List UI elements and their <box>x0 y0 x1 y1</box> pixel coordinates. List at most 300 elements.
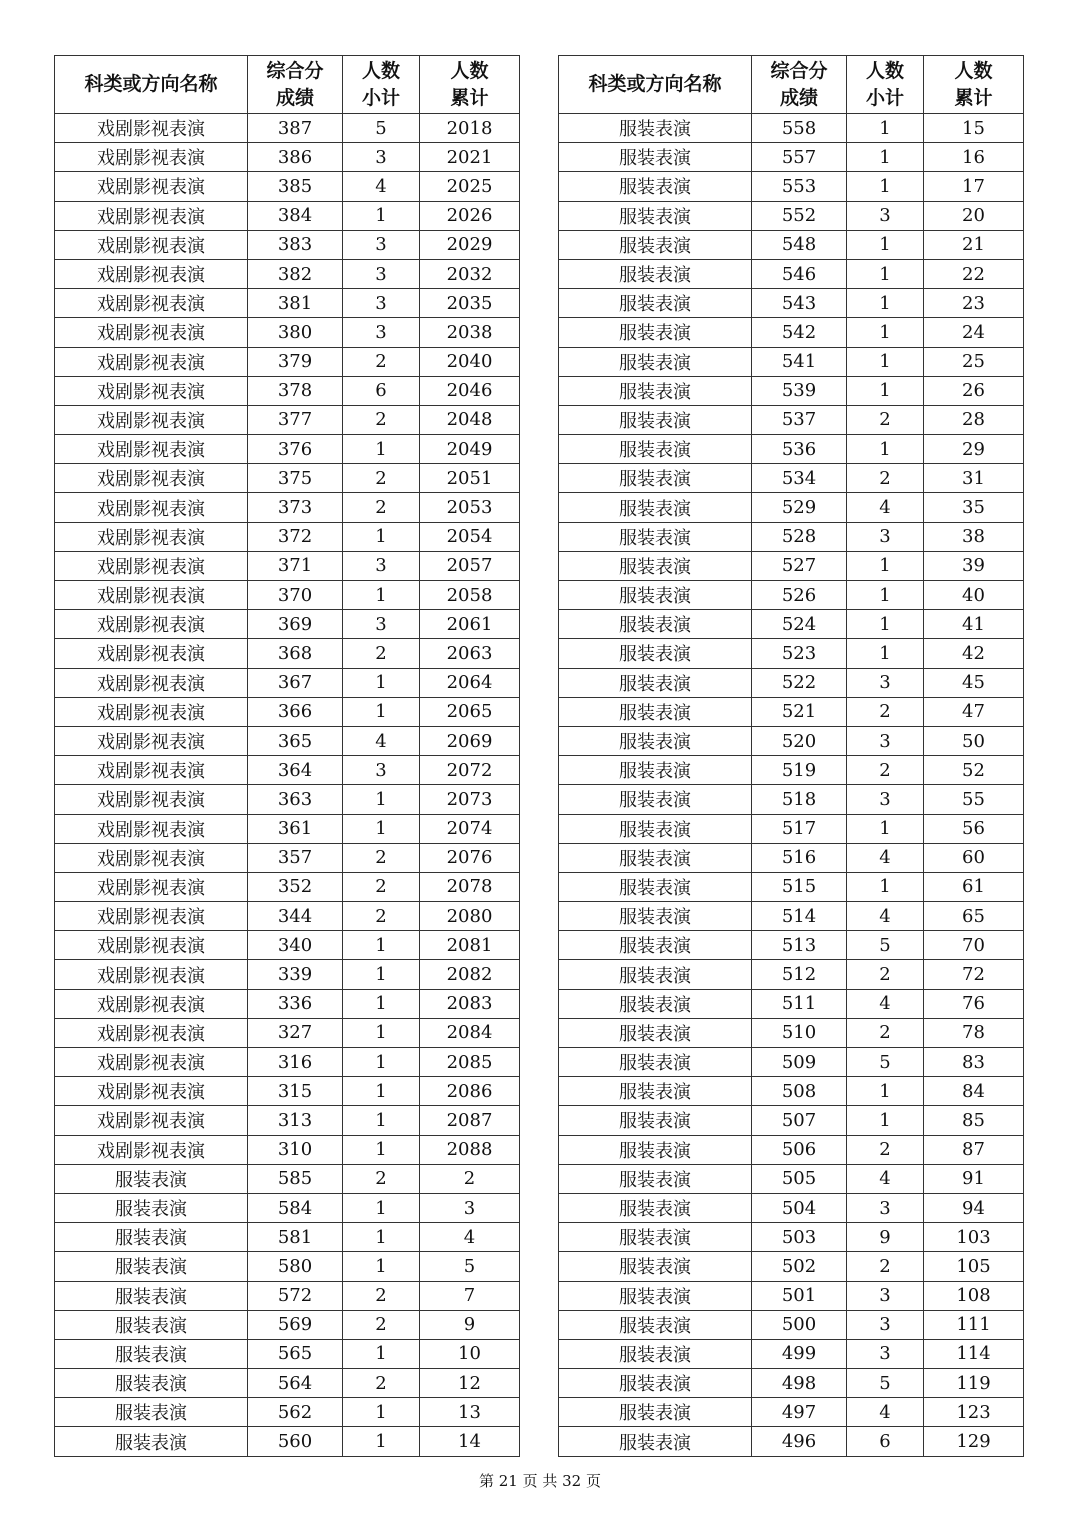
cell-cumulative: 87 <box>924 1135 1024 1164</box>
table-row <box>559 1223 1024 1252</box>
cell-cumulative: 24 <box>924 318 1024 347</box>
cell-name: 戏剧影视表演 <box>55 143 248 172</box>
cell-name: 服装表演 <box>559 289 752 318</box>
cell-cumulative: 105 <box>924 1252 1024 1281</box>
cell-count: 2 <box>847 1135 924 1164</box>
cell-cumulative: 38 <box>924 522 1024 551</box>
cell-cumulative: 114 <box>924 1339 1024 1368</box>
cell-cumulative: 94 <box>924 1193 1024 1222</box>
cell-count: 3 <box>343 230 420 259</box>
cell-cumulative: 2040 <box>420 347 520 376</box>
cell-cumulative: 29 <box>924 435 1024 464</box>
table-row <box>55 639 520 668</box>
table-row <box>55 1339 520 1368</box>
cell-count: 4 <box>847 989 924 1018</box>
table-row <box>559 872 1024 901</box>
cell-count: 3 <box>343 610 420 639</box>
cell-cumulative: 72 <box>924 960 1024 989</box>
cell-score: 519 <box>752 756 847 785</box>
table-row <box>559 172 1024 201</box>
cell-name: 戏剧影视表演 <box>55 1018 248 1047</box>
cell-name: 服装表演 <box>559 697 752 726</box>
table-row <box>559 230 1024 259</box>
table-row <box>559 726 1024 755</box>
cell-name: 服装表演 <box>55 1252 248 1281</box>
cell-count: 3 <box>847 726 924 755</box>
cell-name: 服装表演 <box>559 902 752 931</box>
table-row <box>55 581 520 610</box>
cell-name: 戏剧影视表演 <box>55 493 248 522</box>
cell-name: 服装表演 <box>55 1281 248 1310</box>
table-row <box>559 1193 1024 1222</box>
table-row <box>55 902 520 931</box>
cell-cumulative: 5 <box>420 1252 520 1281</box>
cell-name: 戏剧影视表演 <box>55 872 248 901</box>
cell-count: 2 <box>343 843 420 872</box>
table-row <box>559 259 1024 288</box>
cell-count: 1 <box>847 259 924 288</box>
cell-count: 2 <box>343 1164 420 1193</box>
cell-name: 服装表演 <box>559 668 752 697</box>
table-row <box>55 697 520 726</box>
cell-score: 546 <box>752 259 847 288</box>
cell-name: 服装表演 <box>559 464 752 493</box>
table-header-row <box>559 56 1024 114</box>
header-count: 人数 小计 <box>847 56 924 114</box>
cell-cumulative: 2058 <box>420 581 520 610</box>
cell-cumulative: 2065 <box>420 697 520 726</box>
cell-score: 516 <box>752 843 847 872</box>
cell-count: 3 <box>343 143 420 172</box>
cell-count: 2 <box>847 1252 924 1281</box>
cell-count: 3 <box>343 318 420 347</box>
cell-name: 戏剧影视表演 <box>55 931 248 960</box>
cell-count: 1 <box>847 551 924 580</box>
cell-count: 1 <box>343 1223 420 1252</box>
cell-count: 2 <box>847 960 924 989</box>
table-row <box>559 843 1024 872</box>
cell-cumulative: 2072 <box>420 756 520 785</box>
cell-cumulative: 2032 <box>420 259 520 288</box>
cell-count: 1 <box>343 989 420 1018</box>
cell-cumulative: 25 <box>924 347 1024 376</box>
cell-cumulative: 2026 <box>420 201 520 230</box>
table-row <box>55 1106 520 1135</box>
cell-count: 3 <box>343 756 420 785</box>
cell-name: 服装表演 <box>559 1223 752 1252</box>
cell-score: 340 <box>248 931 343 960</box>
table-row <box>559 1398 1024 1427</box>
table-row <box>55 493 520 522</box>
cell-cumulative: 76 <box>924 989 1024 1018</box>
table-row <box>559 405 1024 434</box>
cell-name: 服装表演 <box>559 114 752 143</box>
cell-count: 3 <box>847 1193 924 1222</box>
cell-name: 戏剧影视表演 <box>55 114 248 143</box>
cell-name: 服装表演 <box>55 1193 248 1222</box>
cell-count: 1 <box>343 1077 420 1106</box>
table-row <box>559 376 1024 405</box>
cell-count: 5 <box>847 1369 924 1398</box>
table-row <box>559 581 1024 610</box>
cell-count: 2 <box>847 1018 924 1047</box>
cell-count: 2 <box>343 347 420 376</box>
cell-cumulative: 2087 <box>420 1106 520 1135</box>
cell-name: 戏剧影视表演 <box>55 1106 248 1135</box>
cell-name: 服装表演 <box>559 347 752 376</box>
cell-score: 503 <box>752 1223 847 1252</box>
cell-name: 戏剧影视表演 <box>55 843 248 872</box>
cell-cumulative: 2 <box>420 1164 520 1193</box>
cell-cumulative: 2021 <box>420 143 520 172</box>
table-row <box>55 989 520 1018</box>
cell-cumulative: 2057 <box>420 551 520 580</box>
cell-score: 536 <box>752 435 847 464</box>
cell-cumulative: 2025 <box>420 172 520 201</box>
cell-count: 1 <box>343 1018 420 1047</box>
cell-score: 506 <box>752 1135 847 1164</box>
cell-score: 502 <box>752 1252 847 1281</box>
table-row <box>55 230 520 259</box>
cell-cumulative: 2081 <box>420 931 520 960</box>
cell-count: 3 <box>847 522 924 551</box>
table-row <box>55 1252 520 1281</box>
cell-score: 572 <box>248 1281 343 1310</box>
cell-score: 313 <box>248 1106 343 1135</box>
cell-count: 1 <box>343 1135 420 1164</box>
cell-name: 服装表演 <box>559 931 752 960</box>
header-score: 综合分 成绩 <box>752 56 847 114</box>
cell-name: 戏剧影视表演 <box>55 435 248 464</box>
cell-count: 1 <box>343 581 420 610</box>
cell-score: 534 <box>752 464 847 493</box>
cell-score: 560 <box>248 1427 343 1456</box>
cell-count: 1 <box>343 1398 420 1427</box>
cell-count: 2 <box>343 902 420 931</box>
cell-score: 367 <box>248 668 343 697</box>
cell-cumulative: 2073 <box>420 785 520 814</box>
cell-name: 服装表演 <box>55 1398 248 1427</box>
cell-count: 1 <box>847 814 924 843</box>
cell-name: 服装表演 <box>559 435 752 464</box>
cell-cumulative: 56 <box>924 814 1024 843</box>
cell-cumulative: 2082 <box>420 960 520 989</box>
table-row <box>55 1369 520 1398</box>
table-header-row <box>55 56 520 114</box>
cell-name: 戏剧影视表演 <box>55 814 248 843</box>
cell-score: 375 <box>248 464 343 493</box>
cell-score: 585 <box>248 1164 343 1193</box>
cell-name: 戏剧影视表演 <box>55 639 248 668</box>
table-row <box>55 1427 520 1456</box>
cell-score: 505 <box>752 1164 847 1193</box>
cell-count: 1 <box>343 931 420 960</box>
cell-name: 戏剧影视表演 <box>55 1135 248 1164</box>
cell-name: 服装表演 <box>559 872 752 901</box>
cell-score: 562 <box>248 1398 343 1427</box>
cell-name: 服装表演 <box>559 1106 752 1135</box>
cell-score: 373 <box>248 493 343 522</box>
cell-score: 385 <box>248 172 343 201</box>
cell-score: 508 <box>752 1077 847 1106</box>
cell-cumulative: 47 <box>924 697 1024 726</box>
cell-score: 548 <box>752 230 847 259</box>
cell-name: 戏剧影视表演 <box>55 318 248 347</box>
cell-count: 1 <box>343 1106 420 1135</box>
table-row <box>55 1077 520 1106</box>
cell-cumulative: 2063 <box>420 639 520 668</box>
cell-score: 522 <box>752 668 847 697</box>
cell-count: 1 <box>847 114 924 143</box>
cell-name: 服装表演 <box>559 610 752 639</box>
table-row <box>559 814 1024 843</box>
cell-name: 戏剧影视表演 <box>55 697 248 726</box>
table-row <box>559 114 1024 143</box>
cell-count: 3 <box>343 259 420 288</box>
header-score: 综合分 成绩 <box>248 56 343 114</box>
cell-score: 518 <box>752 785 847 814</box>
cell-name: 戏剧影视表演 <box>55 902 248 931</box>
cell-cumulative: 70 <box>924 931 1024 960</box>
cell-name: 戏剧影视表演 <box>55 522 248 551</box>
cell-cumulative: 4 <box>420 1223 520 1252</box>
cell-score: 552 <box>752 201 847 230</box>
cell-count: 3 <box>847 201 924 230</box>
table-row <box>559 1310 1024 1339</box>
table-row <box>559 902 1024 931</box>
cell-score: 339 <box>248 960 343 989</box>
table-row <box>559 347 1024 376</box>
cell-score: 498 <box>752 1369 847 1398</box>
cell-score: 316 <box>248 1048 343 1077</box>
cell-score: 527 <box>752 551 847 580</box>
cell-count: 2 <box>343 405 420 434</box>
table-row <box>55 960 520 989</box>
cell-cumulative: 129 <box>924 1427 1024 1456</box>
table-row <box>559 551 1024 580</box>
cell-cumulative: 2076 <box>420 843 520 872</box>
cell-cumulative: 2038 <box>420 318 520 347</box>
cell-score: 515 <box>752 872 847 901</box>
cell-count: 4 <box>343 172 420 201</box>
cell-score: 344 <box>248 902 343 931</box>
table-row <box>55 1164 520 1193</box>
cell-cumulative: 2069 <box>420 726 520 755</box>
cell-cumulative: 15 <box>924 114 1024 143</box>
cell-name: 服装表演 <box>559 756 752 785</box>
cell-name: 戏剧影视表演 <box>55 668 248 697</box>
cell-count: 1 <box>847 376 924 405</box>
cell-cumulative: 2049 <box>420 435 520 464</box>
cell-cumulative: 16 <box>924 143 1024 172</box>
cell-cumulative: 13 <box>420 1398 520 1427</box>
cell-count: 1 <box>847 435 924 464</box>
cell-count: 3 <box>847 1339 924 1368</box>
cell-cumulative: 21 <box>924 230 1024 259</box>
table-row <box>559 610 1024 639</box>
cell-name: 服装表演 <box>559 785 752 814</box>
cell-count: 1 <box>343 1339 420 1368</box>
cell-name: 戏剧影视表演 <box>55 756 248 785</box>
table-row <box>55 259 520 288</box>
cell-score: 380 <box>248 318 343 347</box>
cell-cumulative: 39 <box>924 551 1024 580</box>
cell-score: 524 <box>752 610 847 639</box>
cell-count: 1 <box>343 1048 420 1077</box>
cell-score: 364 <box>248 756 343 785</box>
table-row <box>559 318 1024 347</box>
cell-name: 服装表演 <box>559 1164 752 1193</box>
table-body-left <box>55 114 520 1457</box>
cell-count: 1 <box>343 697 420 726</box>
cell-score: 371 <box>248 551 343 580</box>
table-row <box>559 464 1024 493</box>
header-count: 人数 小计 <box>343 56 420 114</box>
cell-count: 2 <box>847 756 924 785</box>
cell-count: 4 <box>847 902 924 931</box>
cell-cumulative: 17 <box>924 172 1024 201</box>
cell-cumulative: 22 <box>924 259 1024 288</box>
table-row <box>559 668 1024 697</box>
cell-score: 529 <box>752 493 847 522</box>
cell-count: 3 <box>847 1310 924 1339</box>
cell-score: 501 <box>752 1281 847 1310</box>
cell-count: 3 <box>343 289 420 318</box>
score-table-right <box>558 55 1024 1457</box>
cell-count: 1 <box>343 668 420 697</box>
table-row <box>559 201 1024 230</box>
cell-cumulative: 50 <box>924 726 1024 755</box>
cell-score: 368 <box>248 639 343 668</box>
cell-count: 2 <box>343 872 420 901</box>
cell-cumulative: 2051 <box>420 464 520 493</box>
cell-name: 服装表演 <box>55 1223 248 1252</box>
cell-count: 1 <box>847 230 924 259</box>
table-row <box>55 1135 520 1164</box>
table-row <box>55 872 520 901</box>
table-row <box>559 989 1024 1018</box>
table-row <box>559 1018 1024 1047</box>
table-row <box>55 289 520 318</box>
cell-cumulative: 119 <box>924 1369 1024 1398</box>
cell-name: 服装表演 <box>559 259 752 288</box>
cell-cumulative: 108 <box>924 1281 1024 1310</box>
cell-score: 372 <box>248 522 343 551</box>
cell-cumulative: 45 <box>924 668 1024 697</box>
cell-name: 服装表演 <box>559 1369 752 1398</box>
cell-count: 1 <box>847 289 924 318</box>
cell-count: 1 <box>847 1106 924 1135</box>
cell-name: 服装表演 <box>559 405 752 434</box>
cell-score: 310 <box>248 1135 343 1164</box>
cell-name: 戏剧影视表演 <box>55 347 248 376</box>
table-row <box>55 551 520 580</box>
cell-score: 370 <box>248 581 343 610</box>
cell-score: 369 <box>248 610 343 639</box>
cell-name: 戏剧影视表演 <box>55 551 248 580</box>
cell-cumulative: 61 <box>924 872 1024 901</box>
table-row <box>559 1164 1024 1193</box>
table-row <box>559 960 1024 989</box>
cell-cumulative: 2046 <box>420 376 520 405</box>
cell-count: 5 <box>847 1048 924 1077</box>
table-row <box>55 405 520 434</box>
cell-score: 499 <box>752 1339 847 1368</box>
cell-count: 2 <box>343 464 420 493</box>
cell-count: 1 <box>847 318 924 347</box>
cell-cumulative: 85 <box>924 1106 1024 1135</box>
cell-name: 服装表演 <box>559 493 752 522</box>
cell-cumulative: 14 <box>420 1427 520 1456</box>
cell-count: 1 <box>343 960 420 989</box>
table-row <box>559 697 1024 726</box>
cell-cumulative: 2084 <box>420 1018 520 1047</box>
cell-score: 386 <box>248 143 343 172</box>
table-row <box>559 143 1024 172</box>
table-row <box>55 814 520 843</box>
cell-score: 509 <box>752 1048 847 1077</box>
cell-count: 1 <box>343 814 420 843</box>
cell-cumulative: 9 <box>420 1310 520 1339</box>
cell-score: 581 <box>248 1223 343 1252</box>
cell-cumulative: 2061 <box>420 610 520 639</box>
cell-count: 4 <box>847 493 924 522</box>
table-row <box>55 610 520 639</box>
cell-cumulative: 55 <box>924 785 1024 814</box>
cell-cumulative: 40 <box>924 581 1024 610</box>
cell-name: 戏剧影视表演 <box>55 464 248 493</box>
cell-name: 服装表演 <box>55 1339 248 1368</box>
table-row <box>55 172 520 201</box>
cell-name: 服装表演 <box>559 581 752 610</box>
table-row <box>55 201 520 230</box>
cell-name: 服装表演 <box>55 1310 248 1339</box>
cell-cumulative: 2018 <box>420 114 520 143</box>
cell-name: 服装表演 <box>559 639 752 668</box>
cell-name: 戏剧影视表演 <box>55 376 248 405</box>
cell-score: 336 <box>248 989 343 1018</box>
cell-count: 9 <box>847 1223 924 1252</box>
cell-count: 6 <box>847 1427 924 1456</box>
cell-name: 戏剧影视表演 <box>55 960 248 989</box>
cell-count: 2 <box>343 639 420 668</box>
cell-count: 2 <box>343 1369 420 1398</box>
cell-count: 1 <box>847 581 924 610</box>
cell-name: 戏剧影视表演 <box>55 581 248 610</box>
cell-count: 2 <box>847 405 924 434</box>
cell-cumulative: 20 <box>924 201 1024 230</box>
cell-name: 戏剧影视表演 <box>55 726 248 755</box>
cell-count: 1 <box>847 639 924 668</box>
cell-cumulative: 23 <box>924 289 1024 318</box>
cell-cumulative: 60 <box>924 843 1024 872</box>
cell-cumulative: 35 <box>924 493 1024 522</box>
cell-score: 352 <box>248 872 343 901</box>
cell-name: 服装表演 <box>559 201 752 230</box>
cell-cumulative: 42 <box>924 639 1024 668</box>
cell-count: 5 <box>847 931 924 960</box>
cell-name: 戏剧影视表演 <box>55 989 248 1018</box>
cell-count: 2 <box>343 493 420 522</box>
cell-count: 4 <box>847 843 924 872</box>
cell-score: 543 <box>752 289 847 318</box>
table-row <box>55 1310 520 1339</box>
cell-count: 3 <box>847 1281 924 1310</box>
cell-cumulative: 2035 <box>420 289 520 318</box>
cell-cumulative: 78 <box>924 1018 1024 1047</box>
table-row <box>55 376 520 405</box>
cell-count: 4 <box>847 1398 924 1427</box>
